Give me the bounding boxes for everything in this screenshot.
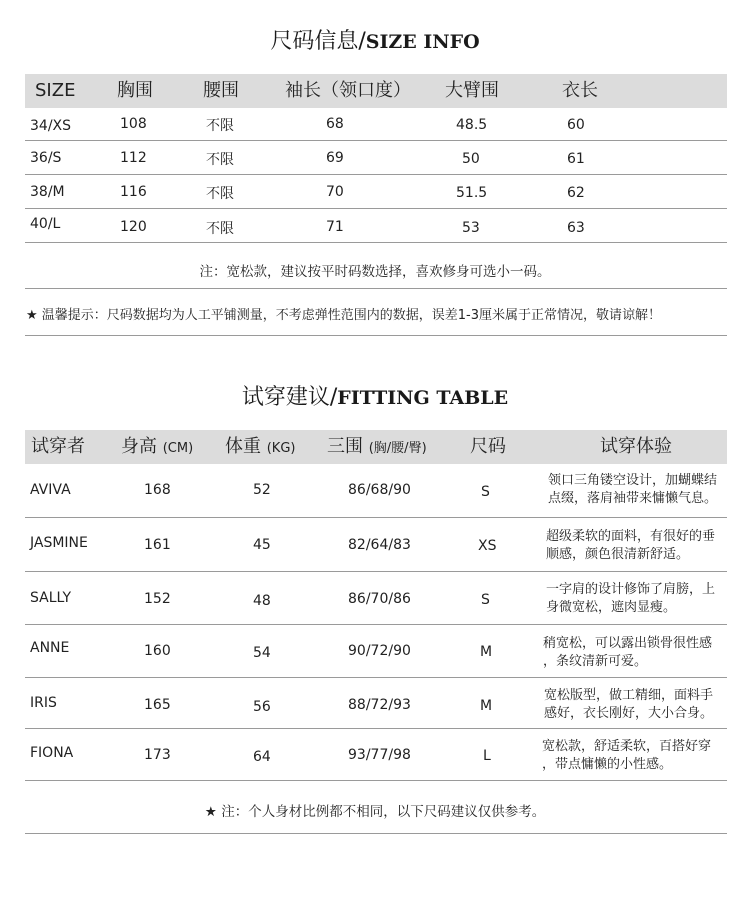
experience-line: 感好，衣长刚好，大小合身。 xyxy=(544,706,714,721)
row-divider xyxy=(25,517,727,518)
header-weight-label: 体重 xyxy=(225,436,261,457)
tester-measure: 82/64/83 xyxy=(348,537,411,553)
row-divider xyxy=(25,174,727,175)
tester-measure: 93/77/98 xyxy=(348,747,411,763)
header-height-label: 身高 xyxy=(121,436,157,457)
size-info-title xyxy=(0,24,750,55)
size-cell: 38/M xyxy=(30,184,65,200)
tester-experience xyxy=(542,635,730,671)
header-sleeve: 袖长（领口度） xyxy=(285,80,411,101)
experience-line: 超级柔软的面料，有很好的垂 xyxy=(546,529,716,544)
waist-cell: 不限 xyxy=(206,221,234,237)
header-measure-label: 三围 xyxy=(327,436,363,457)
tester-weight: 45 xyxy=(253,537,271,553)
sleeve-cell: 71 xyxy=(326,219,344,235)
row-divider xyxy=(25,242,727,243)
tester-name: FIONA xyxy=(30,745,74,761)
tester-name: IRIS xyxy=(30,695,57,711)
bust-cell: 116 xyxy=(120,184,147,200)
length-cell: 60 xyxy=(567,117,585,133)
experience-line: 宽松款，舒适柔软，百搭好穿 xyxy=(542,739,712,754)
fitting-table-header xyxy=(25,430,727,464)
header-experience: 试穿体验 xyxy=(600,436,672,457)
tester-weight: 64 xyxy=(253,749,271,765)
row-divider xyxy=(25,780,727,781)
waist-cell: 不限 xyxy=(206,186,234,202)
section-divider xyxy=(25,288,727,289)
fitting-note: ★ 注：个人身材比例都不相同，以下尺码建议仅供参考。 xyxy=(204,804,546,820)
row-divider xyxy=(25,140,727,141)
header-bust: 胸围 xyxy=(117,80,153,101)
arm-cell: 50 xyxy=(462,151,480,167)
tester-size: XS xyxy=(478,538,497,554)
length-cell: 62 xyxy=(567,185,585,201)
tester-size: S xyxy=(481,484,490,500)
tester-measure: 86/70/86 xyxy=(348,591,411,607)
row-divider xyxy=(25,571,727,572)
tester-experience xyxy=(542,738,730,774)
size-cell: 36/S xyxy=(30,150,62,166)
tester-measure: 90/72/90 xyxy=(348,643,411,659)
arm-cell: 53 xyxy=(462,220,480,236)
header-weight-unit: (KG) xyxy=(266,441,296,456)
tester-experience xyxy=(542,472,730,508)
bust-cell: 112 xyxy=(120,150,147,166)
tester-measure: 88/72/93 xyxy=(348,697,411,713)
tester-height: 161 xyxy=(144,537,171,553)
size-cell: 34/XS xyxy=(30,118,72,134)
bust-cell: 108 xyxy=(120,116,147,132)
tester-height: 160 xyxy=(144,643,171,659)
tester-height: 168 xyxy=(144,482,171,498)
sleeve-cell: 70 xyxy=(326,184,344,200)
header-tester: 试穿者 xyxy=(31,436,85,457)
header-length: 衣长 xyxy=(562,80,598,101)
tester-name: AVIVA xyxy=(30,482,71,498)
length-cell: 63 xyxy=(567,220,585,236)
experience-line: 顺感，颜色很清新舒适。 xyxy=(546,547,690,562)
bust-cell: 120 xyxy=(120,219,147,235)
row-divider xyxy=(25,728,727,729)
tester-experience xyxy=(542,581,730,617)
experience-line: 领口三角镂空设计，加蝴蝶结 xyxy=(548,473,718,488)
header-height xyxy=(121,430,193,466)
fitting-title xyxy=(0,380,750,411)
header-measure xyxy=(327,430,427,466)
header-size: SIZE xyxy=(35,80,76,101)
tester-weight: 56 xyxy=(253,699,271,715)
header-measure-unit: (胸/腰/臀) xyxy=(368,441,427,456)
arm-cell: 48.5 xyxy=(456,117,488,133)
section-divider xyxy=(25,833,727,834)
tester-weight: 52 xyxy=(253,482,271,498)
experience-line: 身微宽松，遮肉显瘦。 xyxy=(546,600,677,615)
size-info-title-en: SIZE INFO xyxy=(365,31,480,53)
waist-cell: 不限 xyxy=(206,152,234,168)
length-cell: 61 xyxy=(567,151,585,167)
tester-size: M xyxy=(480,644,493,660)
tester-measure: 86/68/90 xyxy=(348,482,411,498)
waist-cell: 不限 xyxy=(206,118,234,134)
tester-size: M xyxy=(480,698,493,714)
tester-height: 152 xyxy=(144,591,171,607)
tester-size: S xyxy=(481,592,490,608)
header-fit-size: 尺码 xyxy=(470,436,506,457)
header-height-unit: (CM) xyxy=(162,441,194,456)
row-divider xyxy=(25,208,727,209)
sleeve-cell: 68 xyxy=(326,116,344,132)
experience-line: 点缀，落肩袖带来慵懒气息。 xyxy=(548,491,718,506)
row-divider xyxy=(25,677,727,678)
header-arm: 大臂围 xyxy=(445,80,499,101)
sleeve-cell: 69 xyxy=(326,150,344,166)
fitting-title-en: FITTING TABLE xyxy=(337,387,509,409)
size-info-title-cn: 尺码信息/ xyxy=(270,29,366,54)
header-weight xyxy=(225,430,295,466)
tester-height: 173 xyxy=(144,747,171,763)
measurement-tip: ★ 温馨提示：尺码数据均为人工平铺测量，不考虑弹性范围内的数据，误差1-3厘米属于正常情况，敬请谅解！ xyxy=(26,308,662,323)
experience-line: ，条纹清新可爱。 xyxy=(543,654,648,669)
experience-line: 稍宽松，可以露出锁骨很性感 xyxy=(543,636,713,651)
fitting-title-cn: 试穿建议/ xyxy=(241,385,338,410)
header-waist: 腰围 xyxy=(203,80,239,101)
experience-line: ，带点慵懒的小性感。 xyxy=(542,757,673,772)
size-table-header xyxy=(25,74,727,108)
arm-cell: 51.5 xyxy=(456,185,488,201)
tester-weight: 48 xyxy=(253,593,271,609)
tester-name: JASMINE xyxy=(30,535,88,551)
tester-name: SALLY xyxy=(30,590,72,606)
tester-height: 165 xyxy=(144,697,171,713)
tester-weight: 54 xyxy=(253,645,271,661)
size-cell: 40/L xyxy=(30,216,61,232)
row-divider xyxy=(25,624,727,625)
experience-line: 宽松版型，做工精细，面料手 xyxy=(544,688,714,703)
size-note: 注：宽松款，建议按平时码数选择，喜欢修身可选小一码。 xyxy=(199,264,551,280)
section-divider xyxy=(25,335,727,336)
experience-line: 一字肩的设计修饰了肩膀，上 xyxy=(546,582,716,597)
tester-name: ANNE xyxy=(30,640,70,656)
tester-size: L xyxy=(483,748,491,764)
tester-experience xyxy=(542,687,730,723)
tester-experience xyxy=(542,528,730,564)
